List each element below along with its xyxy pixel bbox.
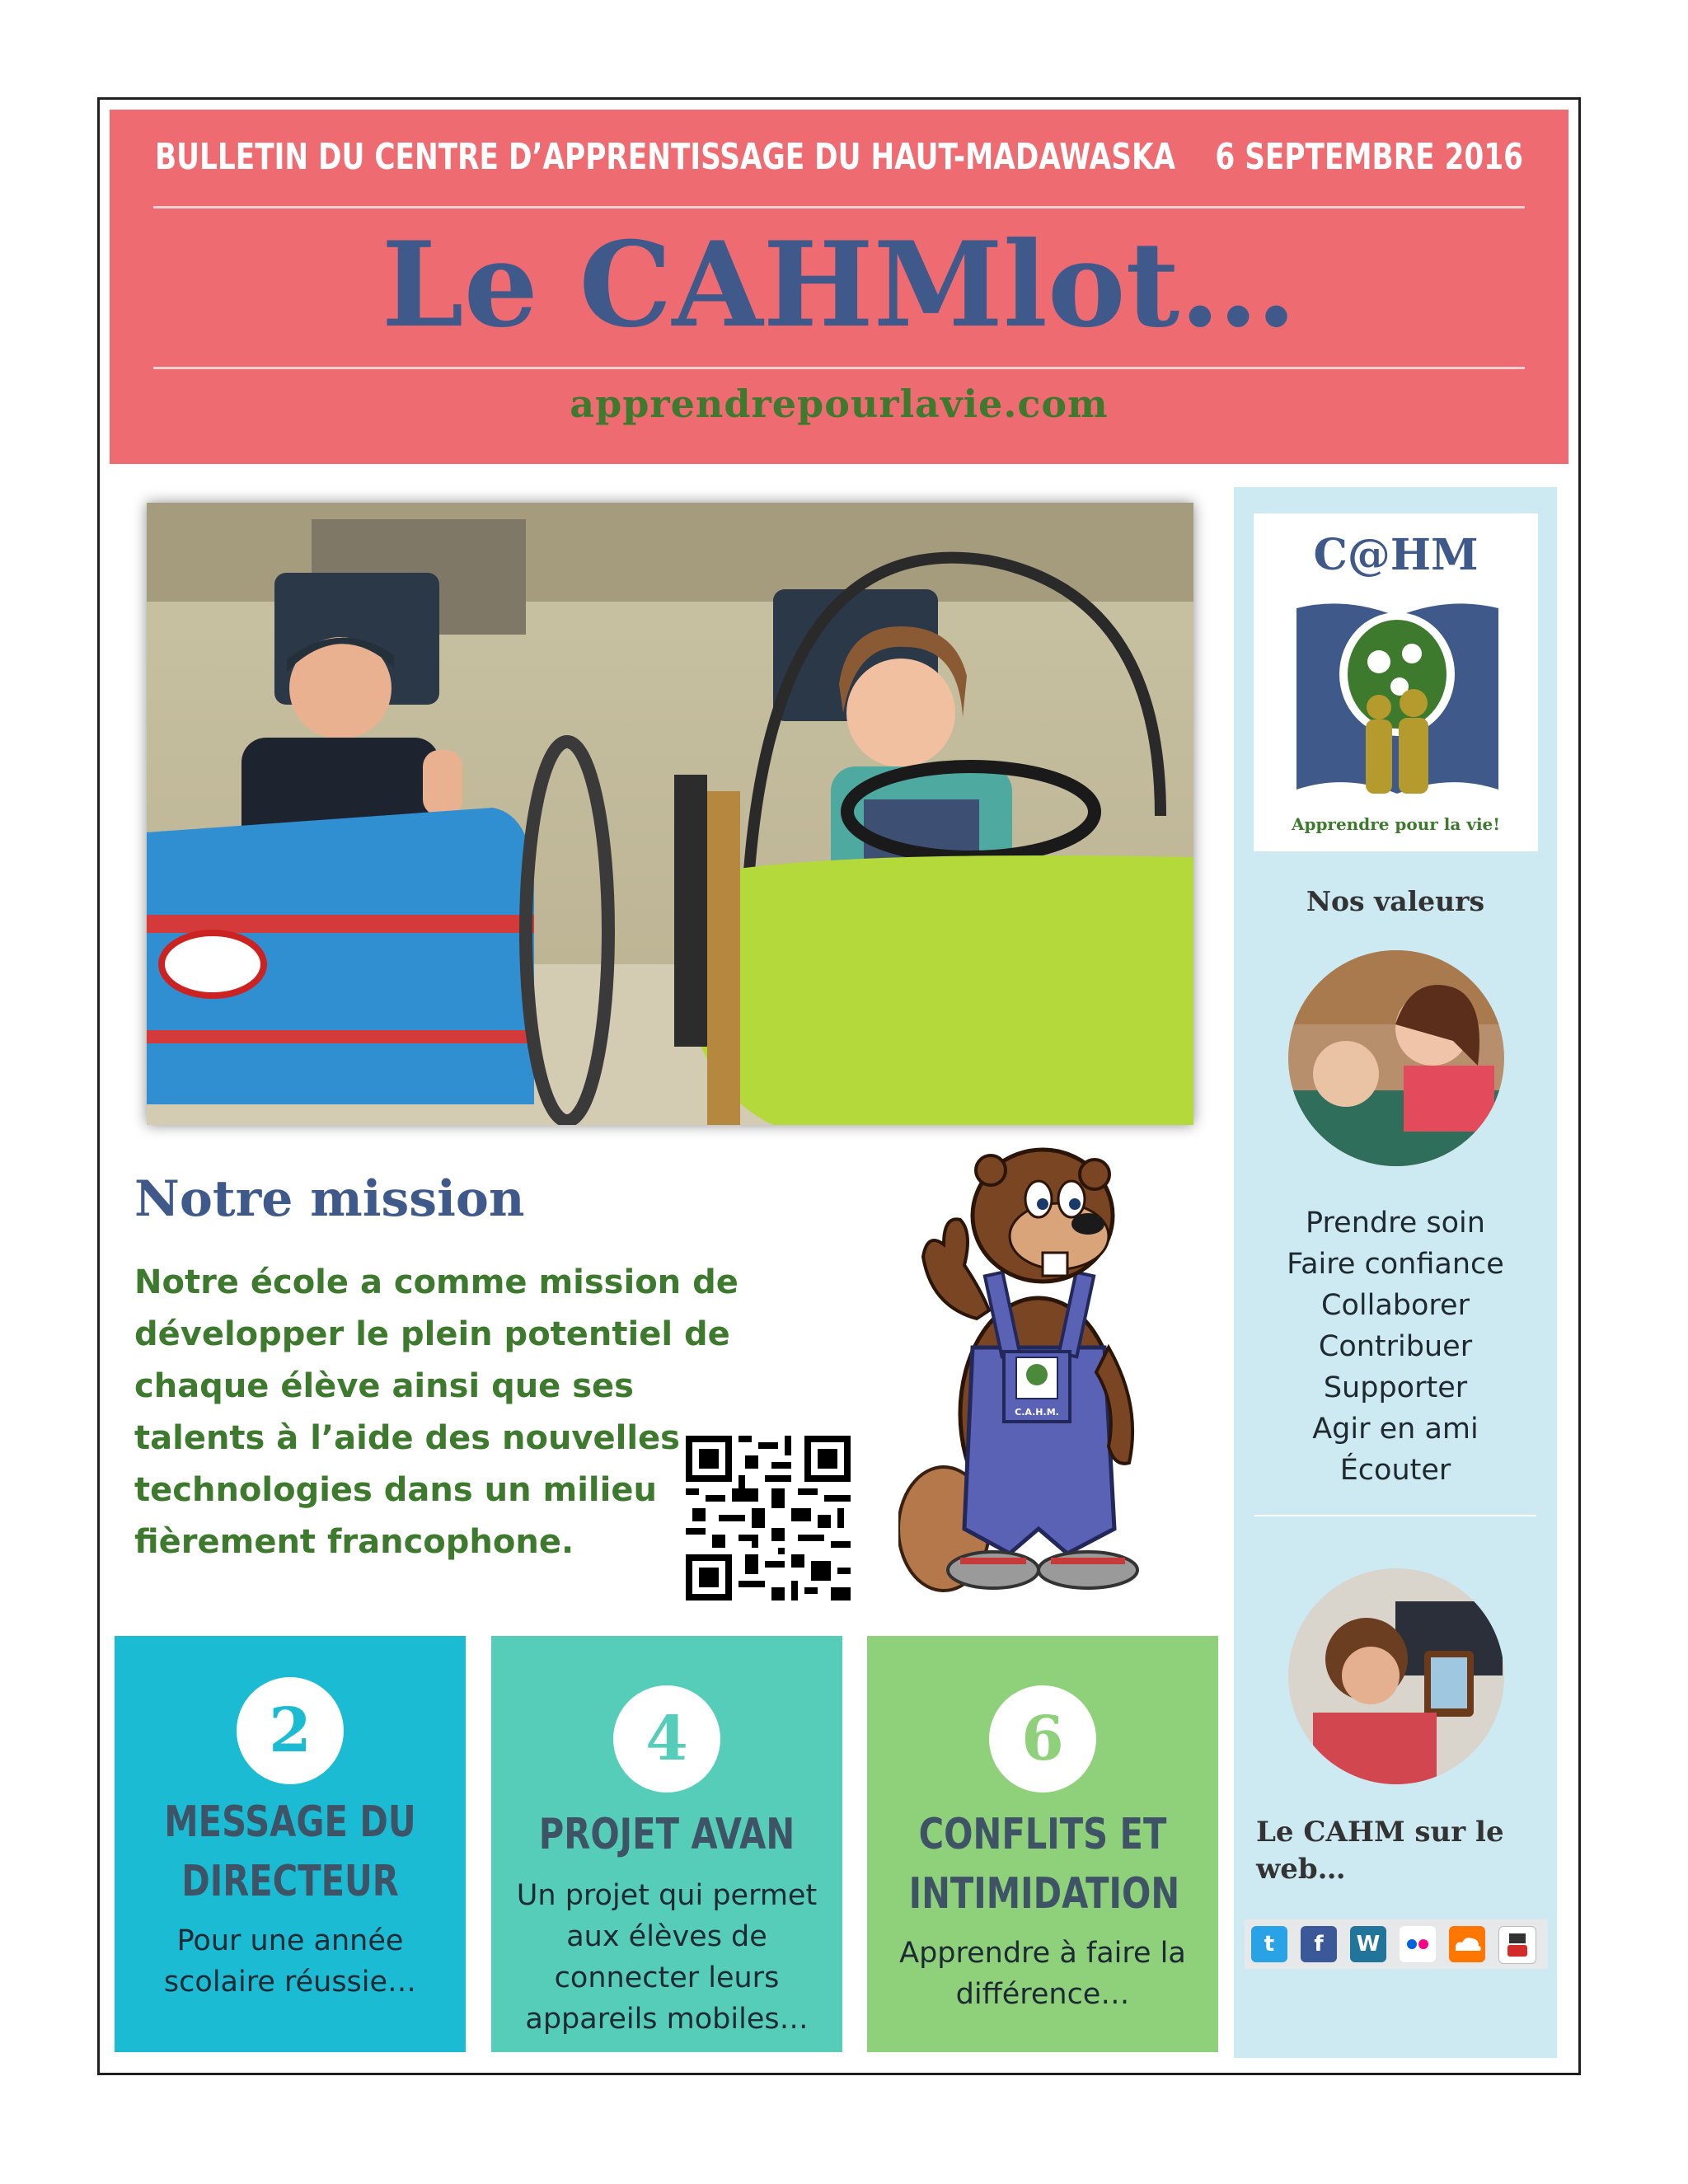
main-photo bbox=[147, 503, 1193, 1125]
wordpress-icon[interactable]: W bbox=[1350, 1926, 1386, 1962]
mission-text: Notre école a comme mission de développer le plein potentiel de chaque élève ainsi que ses talents à l’aide des nouvelles technologies dans un milieu fièrement francophone. bbox=[134, 1263, 738, 1561]
social-icons-bar bbox=[1245, 1919, 1548, 1969]
page-number-circle bbox=[989, 1685, 1096, 1793]
web-heading: Le CAHM sur le web… bbox=[1256, 1816, 1504, 1886]
tile-title: CONFLITS ET INTIMIDATION bbox=[908, 1810, 1180, 1919]
value-item: Contribuer bbox=[1318, 1330, 1473, 1363]
tablet-photo bbox=[1288, 1568, 1504, 1784]
sidebar-divider bbox=[1254, 1515, 1536, 1516]
mission-heading: Notre mission bbox=[134, 1170, 525, 1228]
book-tree-icon bbox=[1296, 596, 1498, 806]
tile-message-directeur[interactable] bbox=[115, 1636, 466, 2052]
issue-date: 6 SEPTEMBRE 2016 bbox=[1215, 136, 1523, 178]
value-item: Prendre soin bbox=[1306, 1207, 1485, 1240]
logo-text: C@HM bbox=[1313, 530, 1479, 580]
page-number: 4 bbox=[645, 1704, 688, 1774]
tile-subtitle: Apprendre à faire la différence… bbox=[899, 1937, 1186, 2011]
value-item: Supporter bbox=[1323, 1371, 1468, 1404]
sidebar bbox=[1234, 487, 1557, 2058]
tile-subtitle: Pour une année scolaire réussie… bbox=[163, 1924, 417, 1999]
page-number: 2 bbox=[269, 1695, 312, 1766]
header-divider-bottom bbox=[153, 367, 1525, 369]
logo-tagline: Apprendre pour la vie! bbox=[1291, 814, 1501, 834]
header-divider-top bbox=[153, 206, 1525, 209]
page-number: 6 bbox=[1021, 1704, 1064, 1774]
qr-code[interactable] bbox=[686, 1436, 851, 1601]
beaver-mascot bbox=[898, 1141, 1146, 1611]
values-list bbox=[1234, 1202, 1557, 1491]
page-number-circle bbox=[613, 1685, 720, 1793]
classroom-photo bbox=[1288, 950, 1504, 1166]
tile-title: PROJET AVAN bbox=[538, 1810, 795, 1859]
value-item: Collaborer bbox=[1321, 1289, 1470, 1322]
page-number-circle bbox=[237, 1677, 344, 1784]
beaver-overalls-label: C.A.H.M. bbox=[1015, 1407, 1059, 1418]
value-item: Agir en ami bbox=[1312, 1413, 1479, 1446]
newsletter-title: Le CAHMlot… bbox=[381, 217, 1297, 354]
bulletin-label: BULLETIN DU CENTRE D’APPRENTISSAGE DU HAUT-MADAWASKA bbox=[155, 136, 1176, 178]
tile-title: MESSAGE DU DIRECTEUR bbox=[164, 1797, 416, 1906]
website-link[interactable]: apprendrepourlavie.com bbox=[570, 382, 1109, 426]
youtube-icon[interactable] bbox=[1498, 1926, 1536, 1964]
soundcloud-icon[interactable] bbox=[1449, 1926, 1485, 1962]
flickr-icon[interactable] bbox=[1400, 1926, 1436, 1962]
twitter-icon[interactable]: t bbox=[1251, 1926, 1287, 1962]
values-heading: Nos valeurs bbox=[1306, 885, 1485, 917]
value-item: Écouter bbox=[1339, 1454, 1451, 1487]
tile-subtitle: Un projet qui permet aux élèves de connecter leurs appareils mobiles… bbox=[516, 1879, 818, 2036]
value-item: Faire confiance bbox=[1287, 1248, 1504, 1281]
tile-conflits-intimidation[interactable] bbox=[867, 1636, 1218, 2052]
facebook-icon[interactable]: f bbox=[1301, 1926, 1337, 1962]
tile-projet-avan[interactable] bbox=[491, 1636, 842, 2052]
school-logo bbox=[1254, 513, 1538, 851]
masthead bbox=[110, 110, 1568, 464]
